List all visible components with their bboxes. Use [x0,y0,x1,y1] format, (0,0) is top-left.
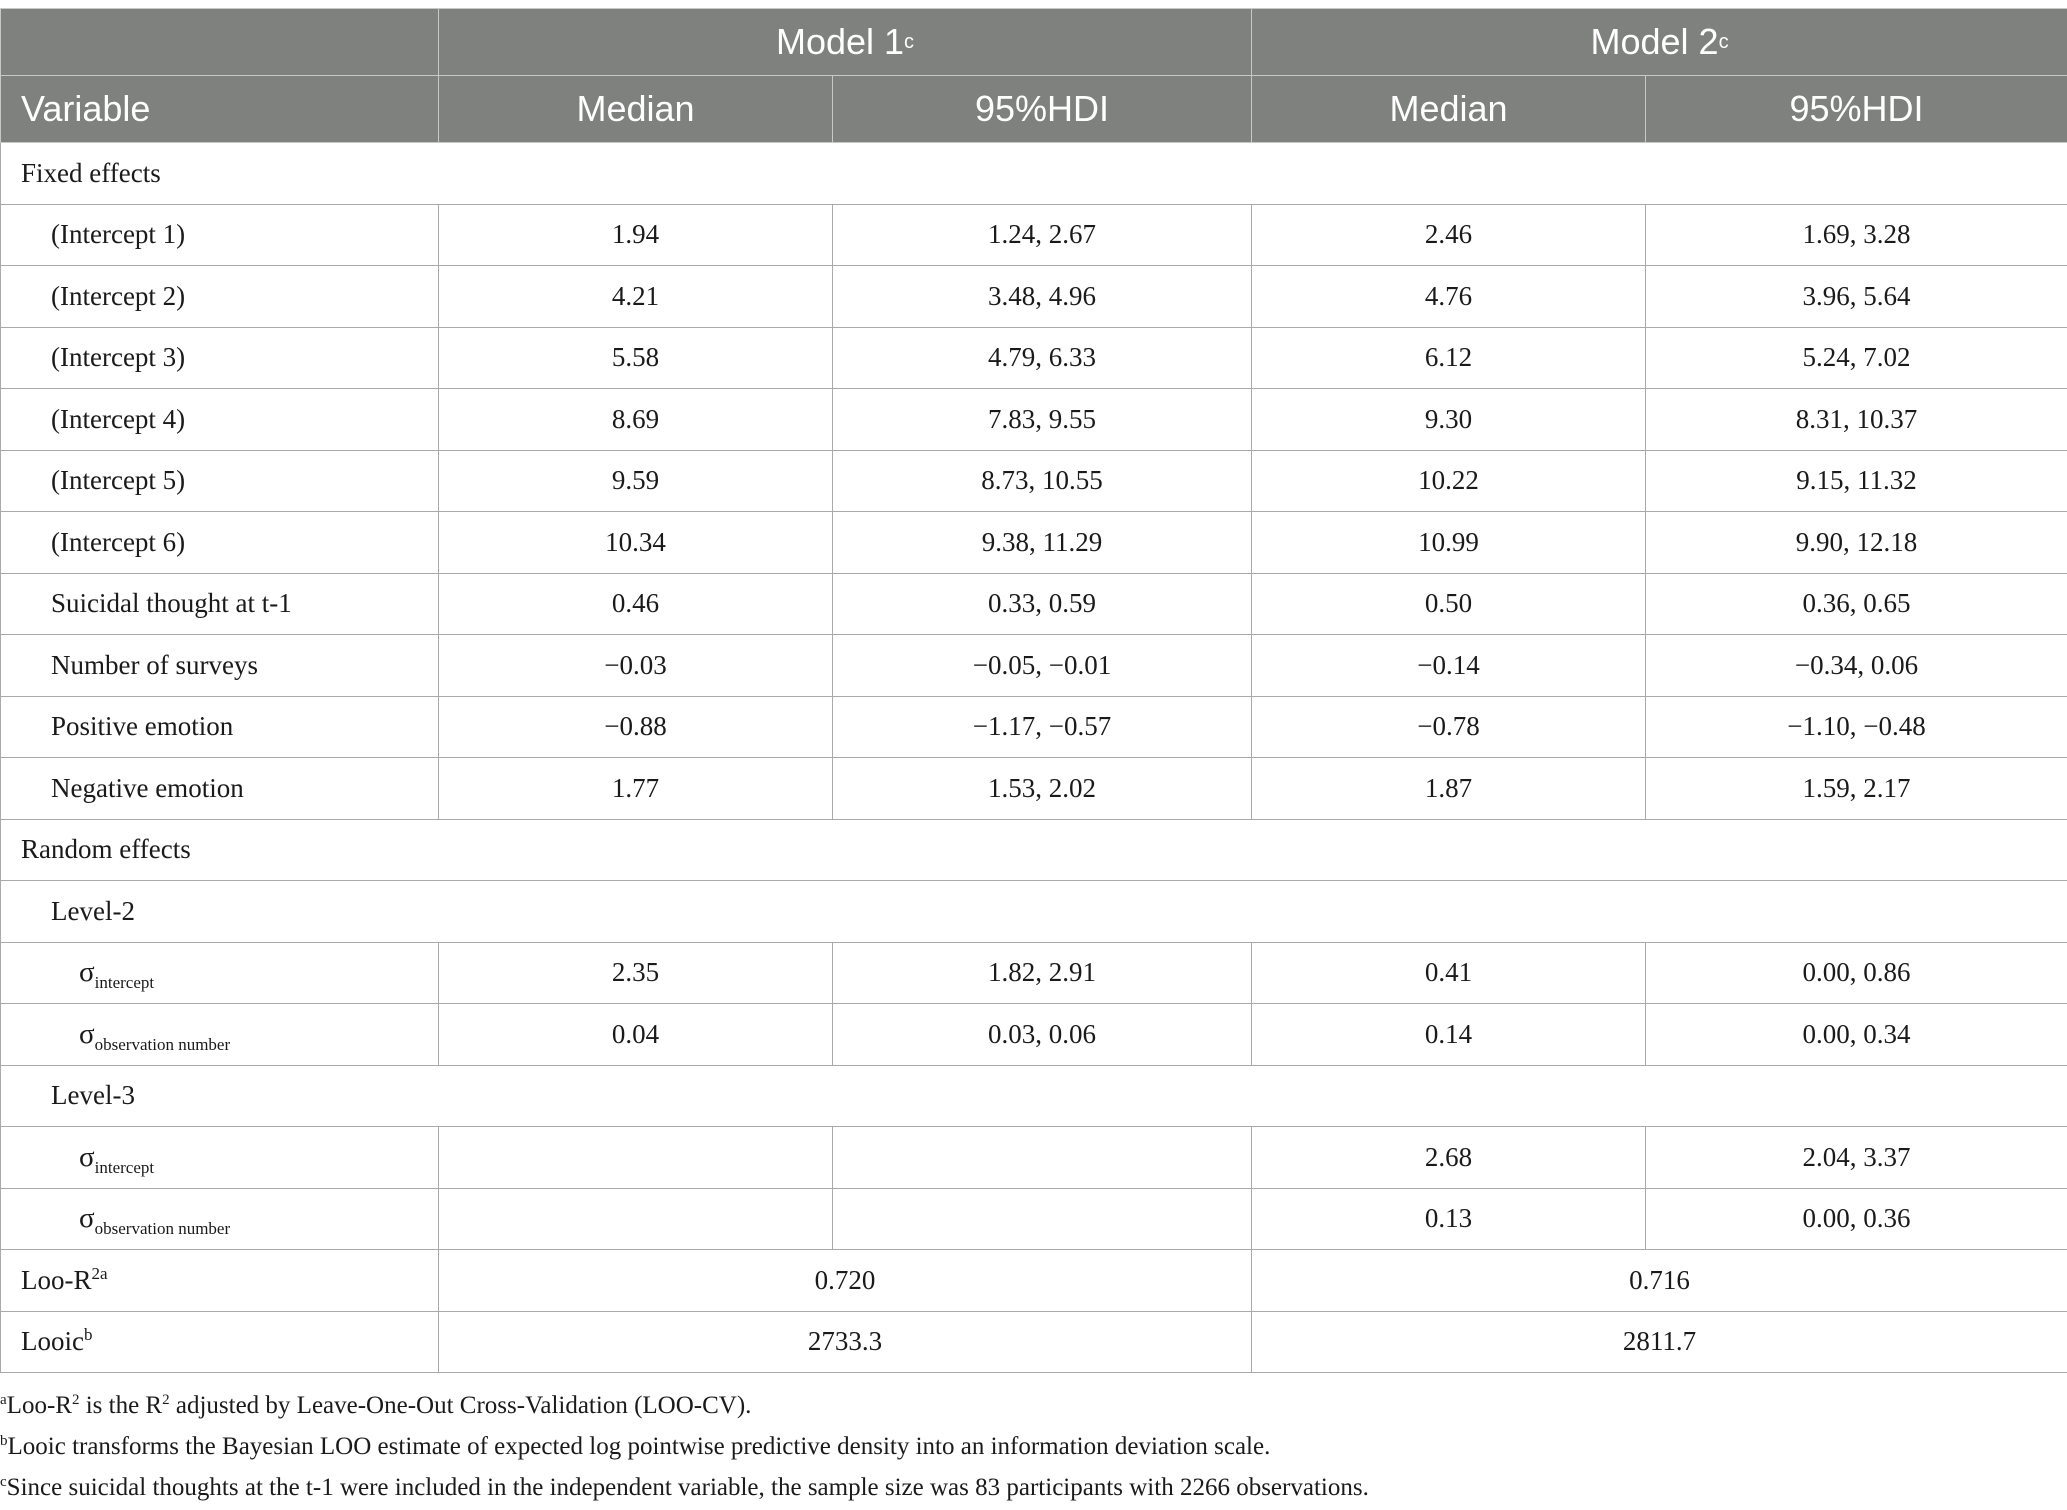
table-header [1,9,2067,143]
model1-median-cell: 9.59 [439,450,833,512]
model1-median-cell [439,1188,833,1250]
subsection-label-level-2: Level-2 [1,881,2067,943]
row-label: (Intercept 3) [1,327,439,389]
model2-hdi-cell: 0.00, 0.34 [1646,1004,2067,1066]
row-label: Positive emotion [1,696,439,758]
model1-hdi-cell: −0.05, −0.01 [833,635,1252,697]
table-footnotes [0,1387,2067,1510]
model1-median-cell: 8.69 [439,389,833,451]
model2-median-cell: −0.78 [1252,696,1646,758]
header-row-models [1,9,2067,76]
table-row [1,942,2067,1004]
row-label: (Intercept 1) [1,204,439,266]
footnote-c: $^c$Since suicidal thoughts at the t-1 were included in the independent variable, the sample size was 83 participants with 2266 observations. [0,1469,2067,1510]
model1-median-cell: 1.94 [439,204,833,266]
model2-hdi-cell: 1.59, 2.17 [1646,758,2067,820]
table-row [1,696,2067,758]
model2-median-cell: 10.22 [1252,450,1646,512]
model1-hdi-cell: 1.53, 2.02 [833,758,1252,820]
model1-hdi-cell: 1.82, 2.91 [833,942,1252,1004]
model2-median-cell: 2.68 [1252,1127,1646,1189]
header-row-columns [1,76,2067,143]
row-label: $\sigma_{intercept}$ [1,942,439,1004]
model2-median-cell: 0.13 [1252,1188,1646,1250]
model1-median-cell: 10.34 [439,512,833,574]
model1-hdi-header: 95%HDI [833,76,1252,143]
model2-median-cell: 1.87 [1252,758,1646,820]
table-row [1,450,2067,512]
model1-hdi-cell [833,1127,1252,1189]
row-label: Negative emotion [1,758,439,820]
model1-median-cell: 0.46 [439,573,833,635]
model1-hdi-cell [833,1188,1252,1250]
model2-hdi-cell: 3.96, 5.64 [1646,266,2067,328]
table-row [1,512,2067,574]
model2-median-cell: −0.14 [1252,635,1646,697]
table-body [1,143,2067,1373]
model2-hdi-cell: 0.00, 0.86 [1646,942,2067,1004]
model1-median-cell: 5.58 [439,327,833,389]
model1-hdi-cell: 4.79, 6.33 [833,327,1252,389]
model1-median-cell: 1.77 [439,758,833,820]
table-row [1,266,2067,328]
loo-r2-model1: 0.720 [439,1250,1252,1312]
looic-model1: 2733.3 [439,1311,1252,1373]
table-row [1,1127,2067,1189]
table-row [1,1004,2067,1066]
section-row-fixed-effects [1,143,2067,205]
section-row-random-effects [1,819,2067,881]
model1-hdi-cell: 0.03, 0.06 [833,1004,1252,1066]
results-table [0,8,2067,1373]
model1-hdi-cell: 7.83, 9.55 [833,389,1252,451]
model2-median-cell: 9.30 [1252,389,1646,451]
model1-median-cell: −0.03 [439,635,833,697]
loo-r2-model2: 0.716 [1252,1250,2067,1312]
model2-median-header: Median [1252,76,1646,143]
model1-median-cell [439,1127,833,1189]
table-row [1,635,2067,697]
row-label: Suicidal thought at t-1 [1,573,439,635]
model2-median-cell: 0.41 [1252,942,1646,1004]
model2-hdi-cell: 0.00, 0.36 [1646,1188,2067,1250]
subsection-label-level-3: Level-3 [1,1065,2067,1127]
variable-header: Variable [1,76,439,143]
model2-hdi-cell: 9.15, 11.32 [1646,450,2067,512]
summary-row-loo-r2 [1,1250,2067,1312]
table-row [1,758,2067,820]
looic-model2: 2811.7 [1252,1311,2067,1373]
model2-hdi-cell: 2.04, 3.37 [1646,1127,2067,1189]
model2-median-cell: 0.50 [1252,573,1646,635]
section-label-random-effects: Random effects [1,819,2067,881]
model2-header: Model 2$^c$ [1252,9,2067,76]
subsection-row-level-3 [1,1065,2067,1127]
table-row [1,1188,2067,1250]
row-label: Number of surveys [1,635,439,697]
model1-median-cell: 4.21 [439,266,833,328]
summary-row-looic [1,1311,2067,1373]
subsection-row-level-2 [1,881,2067,943]
table-row [1,204,2067,266]
model2-median-cell: 0.14 [1252,1004,1646,1066]
model2-hdi-cell: 9.90, 12.18 [1646,512,2067,574]
model1-hdi-cell: 1.24, 2.67 [833,204,1252,266]
model2-hdi-cell: 0.36, 0.65 [1646,573,2067,635]
row-label: $\sigma_{observation number}$ [1,1004,439,1066]
model1-header: Model 1$^c$ [439,9,1252,76]
footnote-a: $^aLoo-R^2$ is the $R^2$ adjusted by Leave-One-Out Cross-Validation (LOO-CV). [0,1387,2067,1428]
row-label: (Intercept 2) [1,266,439,328]
model2-hdi-cell: 1.69, 3.28 [1646,204,2067,266]
looic-label: Looic$^b$ [1,1311,439,1373]
model1-median-cell: 2.35 [439,942,833,1004]
model1-median-header: Median [439,76,833,143]
table-row [1,389,2067,451]
model2-hdi-cell: −1.10, −0.48 [1646,696,2067,758]
loo-r2-label: Loo-$R^{2a}$ [1,1250,439,1312]
row-label: (Intercept 5) [1,450,439,512]
row-label: (Intercept 6) [1,512,439,574]
model2-hdi-header: 95%HDI [1646,76,2067,143]
model2-median-cell: 2.46 [1252,204,1646,266]
results-table-container [0,8,2067,1373]
model1-median-cell: 0.04 [439,1004,833,1066]
model1-median-cell: −0.88 [439,696,833,758]
row-label: (Intercept 4) [1,389,439,451]
model1-hdi-cell: 8.73, 10.55 [833,450,1252,512]
row-label: $\sigma_{observation number}$ [1,1188,439,1250]
table-row [1,327,2067,389]
header-empty-cell [1,9,439,76]
model1-hdi-cell: 0.33, 0.59 [833,573,1252,635]
footnote-b: $^b$Looic transforms the Bayesian LOO estimate of expected log pointwise predictive density into an information deviation scale. [0,1428,2067,1469]
table-row [1,573,2067,635]
model2-median-cell: 6.12 [1252,327,1646,389]
model2-hdi-cell: −0.34, 0.06 [1646,635,2067,697]
model2-hdi-cell: 8.31, 10.37 [1646,389,2067,451]
model2-median-cell: 10.99 [1252,512,1646,574]
model1-hdi-cell: 9.38, 11.29 [833,512,1252,574]
row-label: $\sigma_{intercept}$ [1,1127,439,1189]
model2-median-cell: 4.76 [1252,266,1646,328]
model1-hdi-cell: −1.17, −0.57 [833,696,1252,758]
model2-hdi-cell: 5.24, 7.02 [1646,327,2067,389]
model1-hdi-cell: 3.48, 4.96 [833,266,1252,328]
section-label-fixed-effects: Fixed effects [1,143,2067,205]
